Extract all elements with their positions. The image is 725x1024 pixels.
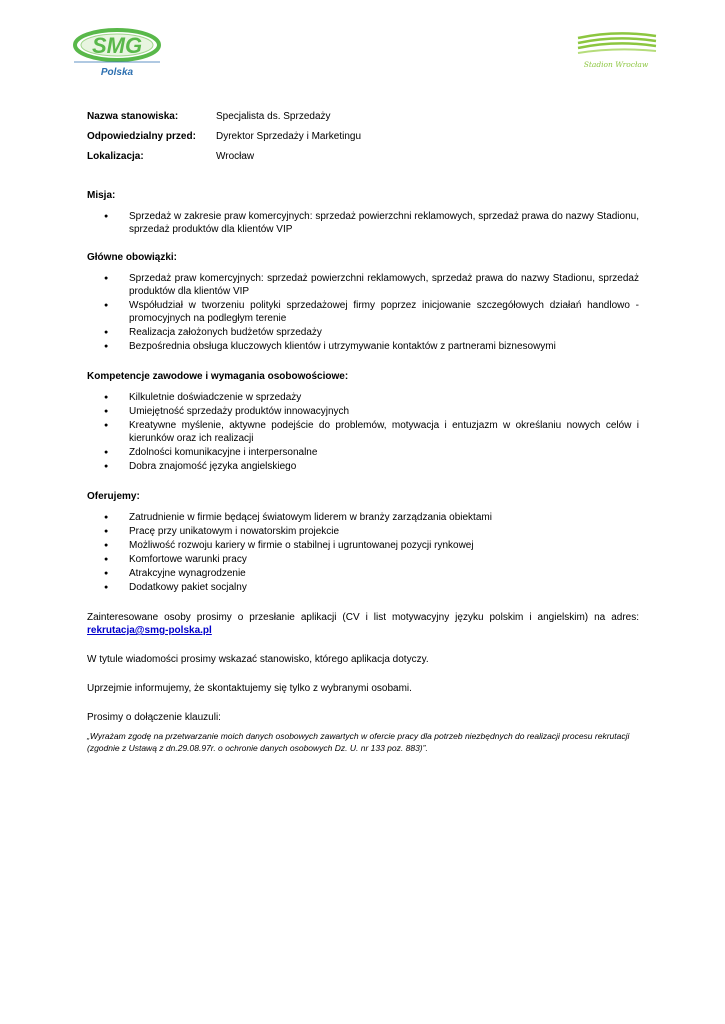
list-item: ● Kilkuletnie doświadczenie w sprzedaży bbox=[87, 391, 639, 404]
mission-list bbox=[87, 210, 639, 236]
duties-list bbox=[87, 272, 639, 353]
mission-title: Misja: bbox=[87, 190, 116, 201]
competences-title: Kompetencje zawodowe i wymagania osobowościowe: bbox=[87, 371, 349, 382]
apply-text: Zainteresowane osoby prosimy o przesłanie aplikacji (CV i list motywacyjny języku polskim i angielskim) na adres: bbox=[87, 612, 639, 623]
location-value: Wrocław bbox=[216, 151, 255, 162]
list-item: ● Bezpośrednia obsługa kluczowych klientów i utrzymywanie kontaktów z partnerami biznesowymi bbox=[87, 340, 639, 353]
list-item: ● Pracę przy unikatowym i nowatorskim projekcie bbox=[87, 525, 639, 538]
location-row bbox=[87, 150, 639, 170]
list-item: ● Dobra znajomość języka angielskiego bbox=[87, 460, 639, 473]
position-label: Nazwa stanowiska: bbox=[87, 111, 179, 122]
list-item: ● Zdolności komunikacyjne i interpersonalne bbox=[87, 446, 639, 459]
competences-list bbox=[87, 391, 639, 473]
list-item: ● Atrakcyjne wynagrodzenie bbox=[87, 567, 639, 580]
location-label: Lokalizacja: bbox=[87, 151, 144, 162]
position-value: Specjalista ds. Sprzedaży bbox=[216, 111, 331, 122]
duties-title: Główne obowiązki: bbox=[87, 252, 178, 263]
subject-paragraph: W tytule wiadomości prosimy wskazać stanowisko, którego aplikacja dotyczy. bbox=[87, 654, 429, 665]
list-item: ● Możliwość rozwoju kariery w firmie o stabilnej i ugruntowanej pozycji rynkowej bbox=[87, 539, 639, 552]
list-item: ● Sprzedaż praw komercyjnych: sprzedaż powierzchni reklamowych, sprzedaż prawa do nazwy Stadionu, sprzedaż produktów dla klientów VIP bbox=[87, 272, 639, 298]
list-item: ● Realizacja założonych budżetów sprzedaży bbox=[87, 326, 639, 339]
email-link[interactable]: rekrutacja@smg-polska.pl bbox=[87, 625, 212, 636]
list-item: ● Umiejętność sprzedaży produktów innowacyjnych bbox=[87, 405, 639, 418]
offer-list bbox=[87, 511, 639, 594]
offer-title: Oferujemy: bbox=[87, 491, 140, 502]
list-item: ● Dodatkowy pakiet socjalny bbox=[87, 581, 639, 594]
svg-text:Stadion Wrocław: Stadion Wrocław bbox=[583, 60, 649, 69]
position-row bbox=[87, 110, 639, 130]
list-item: ● Komfortowe warunki pracy bbox=[87, 553, 639, 566]
consent-clause: „Wyrażam zgodę na przetwarzanie moich danych osobowych zawartych w ofercie pracy dla potrzeb niezbędnych do realizacji procesu rekrutacji (zgodnie z Ustawą z dn.29.08.97r. o ochronie danych osobowych Dz. U. nr 133 poz. 883)”. bbox=[87, 731, 630, 753]
reports-row bbox=[87, 130, 639, 150]
list-item: ● Sprzedaż w zakresie praw komercyjnych: sprzedaż powierzchni reklamowych, sprzedaż prawa do nazwy Stadionu, sprzedaż produktów dla klientów VIP bbox=[87, 210, 639, 236]
reports-label: Odpowiedzialny przed: bbox=[87, 131, 196, 142]
reports-value: Dyrektor Sprzedaży i Marketingu bbox=[216, 131, 362, 142]
svg-text:Polska: Polska bbox=[100, 67, 134, 78]
apply-paragraph bbox=[87, 611, 639, 637]
job-posting bbox=[87, 110, 639, 754]
clause-request: Prosimy o dołączenie klauzuli: bbox=[87, 712, 221, 723]
list-item: ● Współudział w tworzeniu polityki sprzedażowej firmy poprzez inicjowanie szczegółowych działań handlowo - promocyjnych na podległym terenie bbox=[87, 299, 639, 325]
info-paragraph: Uprzejmie informujemy, że skontaktujemy się tylko z wybranymi osobami. bbox=[87, 683, 412, 694]
stadion-wroclaw-logo bbox=[572, 28, 660, 72]
smg-polska-logo bbox=[72, 26, 162, 81]
list-item: ● Zatrudnienie w firmie będącej światowym liderem w branży zarządzania obiektami bbox=[87, 511, 639, 524]
svg-text:SMG: SMG bbox=[91, 33, 143, 58]
list-item: ● Kreatywne myślenie, aktywne podejście do problemów, motywacja i entuzjazm w określaniu nowych celów i kierunków oraz ich realizacji bbox=[87, 419, 639, 445]
